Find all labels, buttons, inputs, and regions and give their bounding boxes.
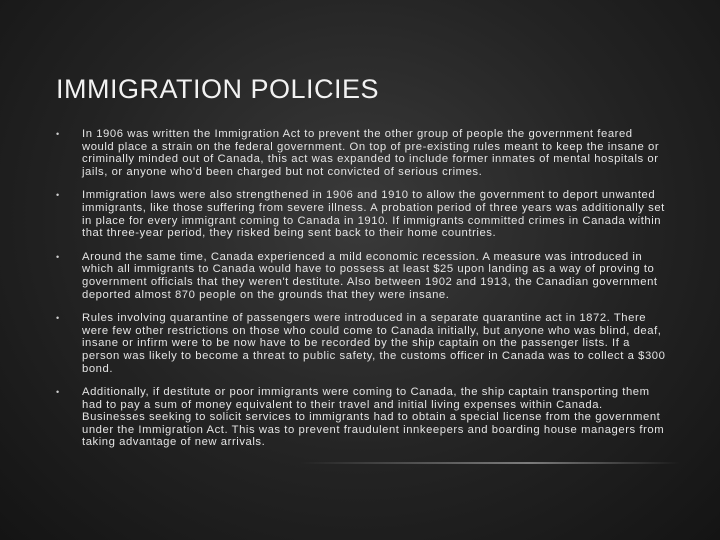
- bullet-marker: •: [56, 313, 60, 324]
- slide-title: IMMIGRATION POLICIES: [56, 74, 380, 104]
- bullet-item: [56, 386, 666, 449]
- bullet-text: Around the same time, Canada experienced a mild economic recession. A measure was introduced in which all immigrants to Canada would have to possess at least $25 upon landing as a way of proving to government officials that they weren't destitute. Also between 1902 and 1913, the Canadian government deported almost 870 people on the grounds that they were insane.: [82, 250, 658, 301]
- bullet-text: Rules involving quarantine of passengers were introduced in a separate quarantine act in 1872. There were few other restrictions on those who could come to Canada initially, but anyone who was blind, deaf, insane or infirm were to be now have to be recorded by the ship captain on the passenger lists. If a person was likely to become a threat to public safety, the customs officer in Canada was to collect a $300 bond.: [82, 312, 666, 375]
- bullet-item: [56, 189, 666, 239]
- bullet-text: In 1906 was written the Immigration Act to prevent the other group of people the government feared would place a strain on the federal government. On top of pre-existing rules meant to keep the insane or criminally minded out of Canada, this act was expanded to include former inmates of mental hospitals or jails, or anyone who'd been charged but not convicted of serious crimes.: [82, 128, 660, 178]
- bullet-text: Immigration laws were also strengthened in 1906 and 1910 to allow the government to deport unwanted immigrants, like those suffering from severe illness. A probation period of three years was additionally set in place for every immigrant coming to Canada in 1910. If immigrants committed crimes in Canada within that three-year period, they risked being sent back to their home countries.: [82, 189, 665, 240]
- bullet-item: [56, 251, 666, 301]
- bullet-list: [56, 128, 666, 460]
- decorative-glow-line: [300, 462, 680, 464]
- bullet-item: [56, 312, 666, 375]
- bullet-marker: •: [56, 387, 60, 398]
- bullet-marker: •: [56, 129, 60, 139]
- bullet-marker: •: [56, 251, 60, 262]
- bullet-item: [56, 128, 666, 178]
- bullet-text: Additionally, if destitute or poor immigrants were coming to Canada, the ship captain transporting them had to pay a sum of money equivalent to their travel and initial living expenses within Canada. Businesses seeking to solicit services to immigrants had to obtain a special license from the government under the Immigration Act. This was to prevent fraudulent innkeepers and boarding house managers from taking advantage of new arrivals.: [82, 386, 665, 449]
- bullet-marker: •: [56, 190, 60, 201]
